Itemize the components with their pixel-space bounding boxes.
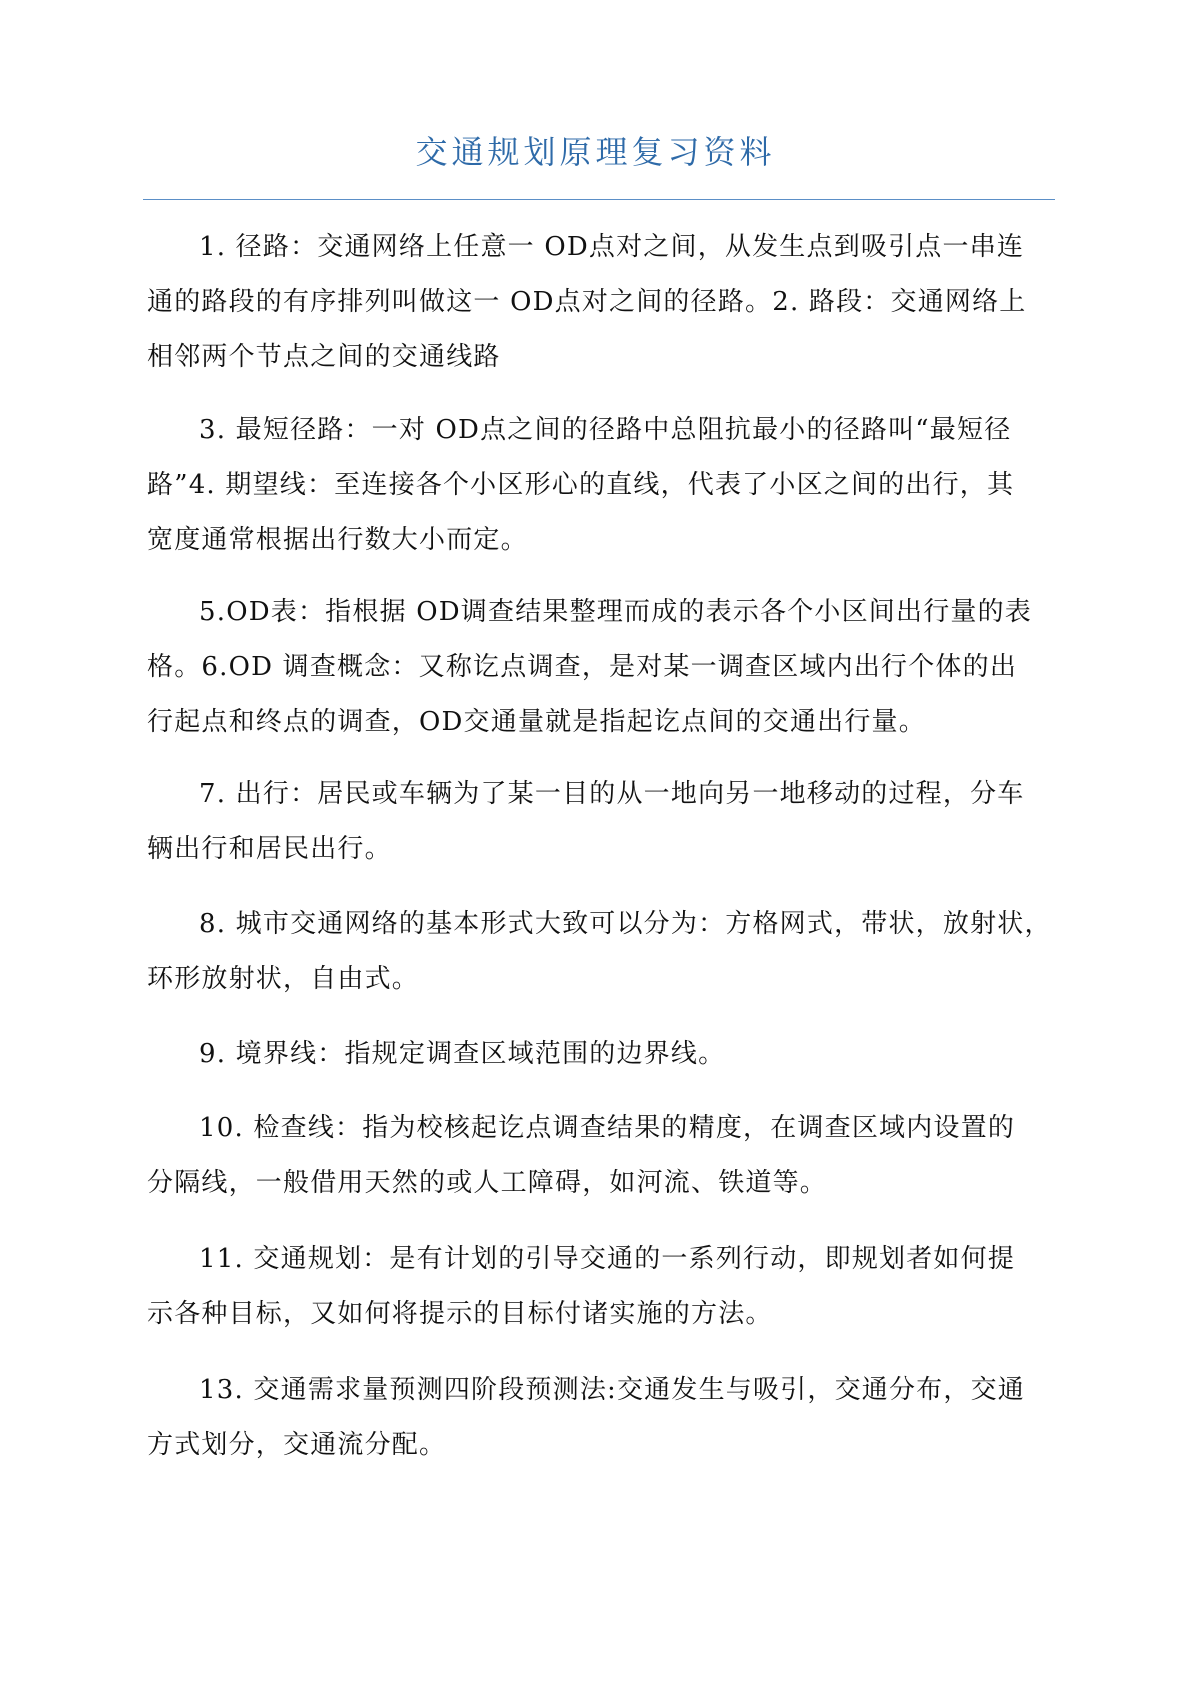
paragraph-3 [147,585,1067,750]
paragraph-7 [147,1101,1067,1211]
paragraph-line: 分隔线，一般借用天然的或人工障碍，如河流、铁道等。 [147,1168,828,1198]
paragraph-8 [147,1232,1067,1342]
paragraph-line: 相邻两个节点之间的交通线路 [147,342,501,372]
title-divider [143,199,1055,200]
paragraph-4 [147,767,1067,877]
paragraph-line: 示各种目标，又如何将提示的目标付诸实施的方法。 [147,1299,773,1329]
paragraph-line: 13. 交通需求量预测四阶段预测法:交通发生与吸引，交通分布，交通 [199,1375,1025,1405]
paragraph-line: 格。6.OD 调查概念：又称讫点调查，是对某一调查区域内出行个体的出 [147,652,1018,682]
paragraph-line: 10. 检查线：指为校核起讫点调查结果的精度，在调查区域内设置的 [199,1113,1016,1143]
document-title: 交通规划原理复习资料 [415,133,776,171]
paragraph-1 [147,220,1067,385]
paragraph-line: 方式划分，交通流分配。 [147,1430,447,1460]
paragraph-line: 3. 最短径路：一对 OD点之间的径路中总阻抗最小的径路叫“最短径 [199,415,1012,445]
paragraph-line: 路”4. 期望线：至连接各个小区形心的直线，代表了小区之间的出行，其 [147,470,1015,500]
paragraph-line: 行起点和终点的调查，OD交通量就是指起讫点间的交通出行量。 [147,707,926,737]
paragraph-line: 辆出行和居民出行。 [147,834,392,864]
paragraph-line: 1. 径路：交通网络上任意一 OD点对之间，从发生点到吸引点一串连 [199,232,1025,262]
paragraph-line: 11. 交通规划：是有计划的引导交通的一系列行动，即规划者如何提 [199,1244,1016,1274]
paragraph-line: 宽度通常根据出行数大小而定。 [147,525,528,555]
paragraph-line: 7. 出行：居民或车辆为了某一目的从一地向另一地移动的过程，分车 [199,779,1025,809]
paragraph-line: 8. 城市交通网络的基本形式大致可以分为：方格网式，带状，放射状， [199,909,1052,939]
paragraph-6 [147,1027,1067,1082]
paragraph-line: 通的路段的有序排列叫做这一 OD点对之间的径路。2. 路段：交通网络上 [147,287,1027,317]
paragraph-9 [147,1363,1067,1473]
paragraph-line: 5.OD表：指根据 OD调查结果整理而成的表示各个小区间出行量的表 [199,597,1032,627]
paragraph-5 [147,897,1067,1007]
paragraph-line: 环形放射状，自由式。 [147,964,420,994]
paragraph-line: 9. 境界线：指规定调查区域范围的边界线。 [199,1039,726,1069]
paragraph-2 [147,403,1067,568]
